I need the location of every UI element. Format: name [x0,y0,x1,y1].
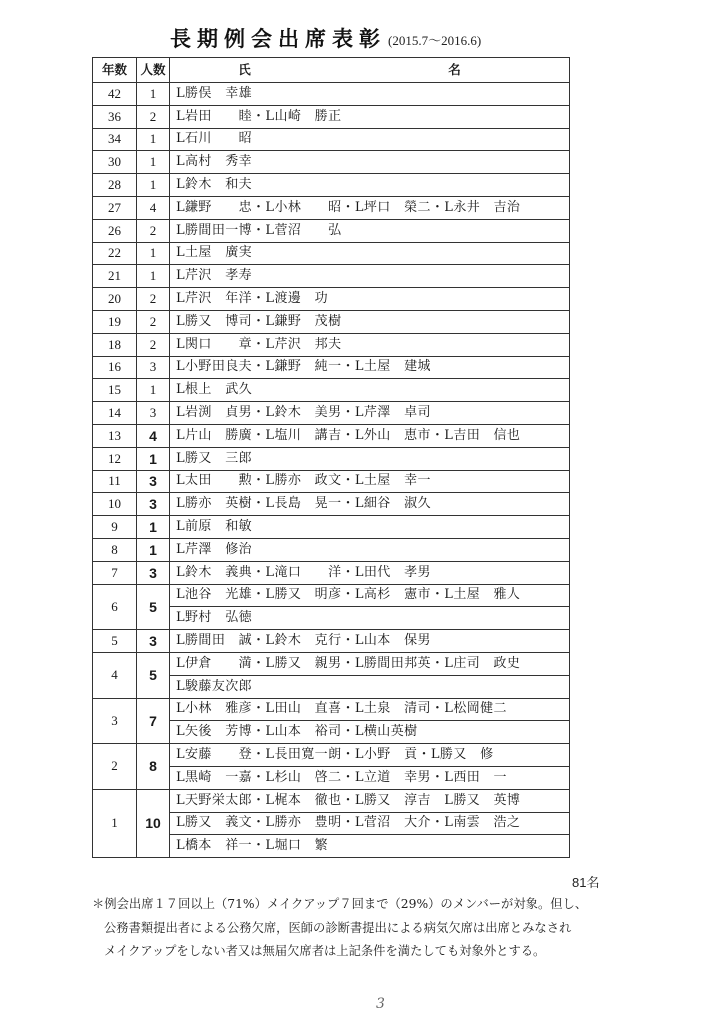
table-row [93,219,570,242]
table-row [93,196,570,219]
period-label: (2015.7～2016.6) [388,33,482,48]
years-cell: 28 [93,174,137,197]
member-names-cell: L岩渕 貞男・L鈴木 美男・L芹澤 卓司 [170,402,570,425]
member-count-cell: 2 [137,288,170,311]
member-count-cell: 4 [137,196,170,219]
years-cell: 3 [93,698,137,744]
member-names-cell: L土屋 廣実 [170,242,570,265]
member-names-cell: L勝間田 誠・L鈴木 克行・L山本 保男 [170,630,570,653]
years-cell: 4 [93,652,137,698]
member-count-cell: 1 [137,174,170,197]
member-count-cell: 3 [137,356,170,379]
member-count-cell: 1 [137,379,170,402]
years-cell: 34 [93,128,137,151]
table-row [93,561,570,584]
table-body [93,83,570,858]
member-names-cell: L芹沢 年洋・L渡邊 功 [170,288,570,311]
member-names-cell: L岩田 睦・L山崎 勝正 [170,105,570,128]
table-row [93,447,570,470]
attendance-award-table [92,57,570,858]
member-names-cell: L勝又 三郎 [170,447,570,470]
member-names-cell: L太田 勲・L勝亦 政文・L土屋 幸一 [170,470,570,493]
member-count-cell: 1 [137,151,170,174]
table-row [93,151,570,174]
table-row [93,424,570,447]
member-names-cell: L天野栄太郎・L梶本 徹也・L勝又 淳吉 L勝又 英博 [170,789,570,812]
member-count-cell: 2 [137,219,170,242]
years-cell: 42 [93,83,137,106]
table-row [93,493,570,516]
years-cell: 7 [93,561,137,584]
table-row [93,379,570,402]
member-count-cell: 1 [137,265,170,288]
table-row [93,83,570,106]
table-row [93,288,570,311]
member-names-cell: L勝亦 英樹・L長島 晃一・L細谷 淑久 [170,493,570,516]
member-names-cell: L黒崎 一嘉・L杉山 啓二・L立道 幸男・L西田 一 [170,766,570,789]
table-header-row [93,58,570,83]
document-header [170,22,481,54]
table-row [93,516,570,539]
member-names-cell: L伊倉 満・L勝又 親男・L勝間田邦英・L庄司 政史 [170,652,570,675]
table-row [93,538,570,561]
member-count-cell: 2 [137,310,170,333]
member-names-cell: L勝又 博司・L鎌野 茂樹 [170,310,570,333]
table-row [93,744,570,767]
member-names-cell: L小野田良夫・L鎌野 純一・L土屋 建城 [170,356,570,379]
table-row [93,310,570,333]
page-title: 長期例会出席表彰 [170,27,386,51]
member-names-cell: L前原 和敏 [170,516,570,539]
member-count-cell: 5 [137,584,170,630]
table-row [93,652,570,675]
member-names-cell: L関口 章・L芹沢 邦夫 [170,333,570,356]
member-count-cell: 4 [137,424,170,447]
table-row [93,242,570,265]
table-row [93,128,570,151]
footnote-line: 公務書類提出者による公務欠席，医師の診断書提出による病気欠席は出席とみなされ [104,920,572,935]
years-cell: 8 [93,538,137,561]
member-count-cell: 2 [137,105,170,128]
years-cell: 15 [93,379,137,402]
table-row [93,333,570,356]
years-cell: 9 [93,516,137,539]
member-count-cell: 1 [137,447,170,470]
member-names-cell: L芹沢 孝寿 [170,265,570,288]
years-cell: 11 [93,470,137,493]
years-cell: 20 [93,288,137,311]
member-count-cell: 3 [137,561,170,584]
member-names-cell: L野村 弘徳 [170,607,570,630]
years-cell: 21 [93,265,137,288]
years-cell: 19 [93,310,137,333]
member-count-cell: 1 [137,538,170,561]
column-header-names: 氏 名 [170,58,570,83]
years-cell: 36 [93,105,137,128]
footnote [92,893,682,964]
years-cell: 2 [93,744,137,790]
member-names-cell: L高村 秀幸 [170,151,570,174]
member-names-cell: L駿藤友次郎 [170,675,570,698]
column-header-years: 年数 [93,58,137,83]
member-count-cell: 8 [137,744,170,790]
years-cell: 14 [93,402,137,425]
member-names-cell: L石川 昭 [170,128,570,151]
table-row [93,630,570,653]
years-cell: 18 [93,333,137,356]
member-names-cell: L安藤 登・L長田寛一朗・L小野 貢・L勝又 修 [170,744,570,767]
page-number: 3 [376,996,385,1012]
table-row [93,470,570,493]
member-count-cell: 3 [137,493,170,516]
member-count-cell: 1 [137,516,170,539]
years-cell: 16 [93,356,137,379]
member-count-cell: 10 [137,789,170,857]
member-names-cell: L鈴木 義典・L滝口 洋・L田代 孝男 [170,561,570,584]
member-count-cell: 1 [137,128,170,151]
member-names-cell: L池谷 光雄・L勝又 明彦・L高杉 憲市・L土屋 雅人 [170,584,570,607]
member-names-cell: L橋本 祥一・L堀口 繁 [170,835,570,858]
member-names-cell: L片山 勝廣・L塩川 講吉・L外山 恵市・L吉田 信也 [170,424,570,447]
years-cell: 5 [93,630,137,653]
table-row [93,584,570,607]
years-cell: 1 [93,789,137,857]
table-row [93,698,570,721]
table-row [93,174,570,197]
member-count-cell: 1 [137,83,170,106]
years-cell: 30 [93,151,137,174]
years-cell: 27 [93,196,137,219]
member-names-cell: L勝又 義文・L勝亦 豊明・L菅沼 大介・L南雲 浩之 [170,812,570,835]
member-names-cell: L勝俣 幸雄 [170,83,570,106]
member-names-cell: L芹澤 修治 [170,538,570,561]
years-cell: 10 [93,493,137,516]
member-count-cell: 3 [137,630,170,653]
member-names-cell: L矢後 芳博・L山本 裕司・L横山英樹 [170,721,570,744]
years-cell: 26 [93,219,137,242]
footnote-line: メイクアップをしない者又は無届欠席者は上記条件を満たしても対象外とする。 [104,944,546,958]
member-names-cell: L小林 雅彦・L田山 直喜・L土泉 清司・L松岡健二 [170,698,570,721]
member-count-cell: 7 [137,698,170,744]
total-count: 81名 [572,875,600,890]
member-names-cell: L勝間田一博・L菅沼 弘 [170,219,570,242]
table-row [93,356,570,379]
footnote-line: ＊例会出席１７回以上（71%）メイクアップ７回まで（29%）のメンバーが対象。但し、 [92,897,588,911]
member-names-cell: L鎌野 忠・L小林 昭・L坪口 榮二・L永井 吉治 [170,196,570,219]
table-row [93,402,570,425]
years-cell: 6 [93,584,137,630]
table-row [93,105,570,128]
member-names-cell: L鈴木 和夫 [170,174,570,197]
column-header-count: 人数 [137,58,170,83]
years-cell: 13 [93,424,137,447]
member-names-cell: L根上 武久 [170,379,570,402]
table-row [93,789,570,812]
table-row [93,265,570,288]
member-count-cell: 1 [137,242,170,265]
years-cell: 12 [93,447,137,470]
member-count-cell: 5 [137,652,170,698]
member-count-cell: 3 [137,402,170,425]
member-count-cell: 2 [137,333,170,356]
years-cell: 22 [93,242,137,265]
member-count-cell: 3 [137,470,170,493]
